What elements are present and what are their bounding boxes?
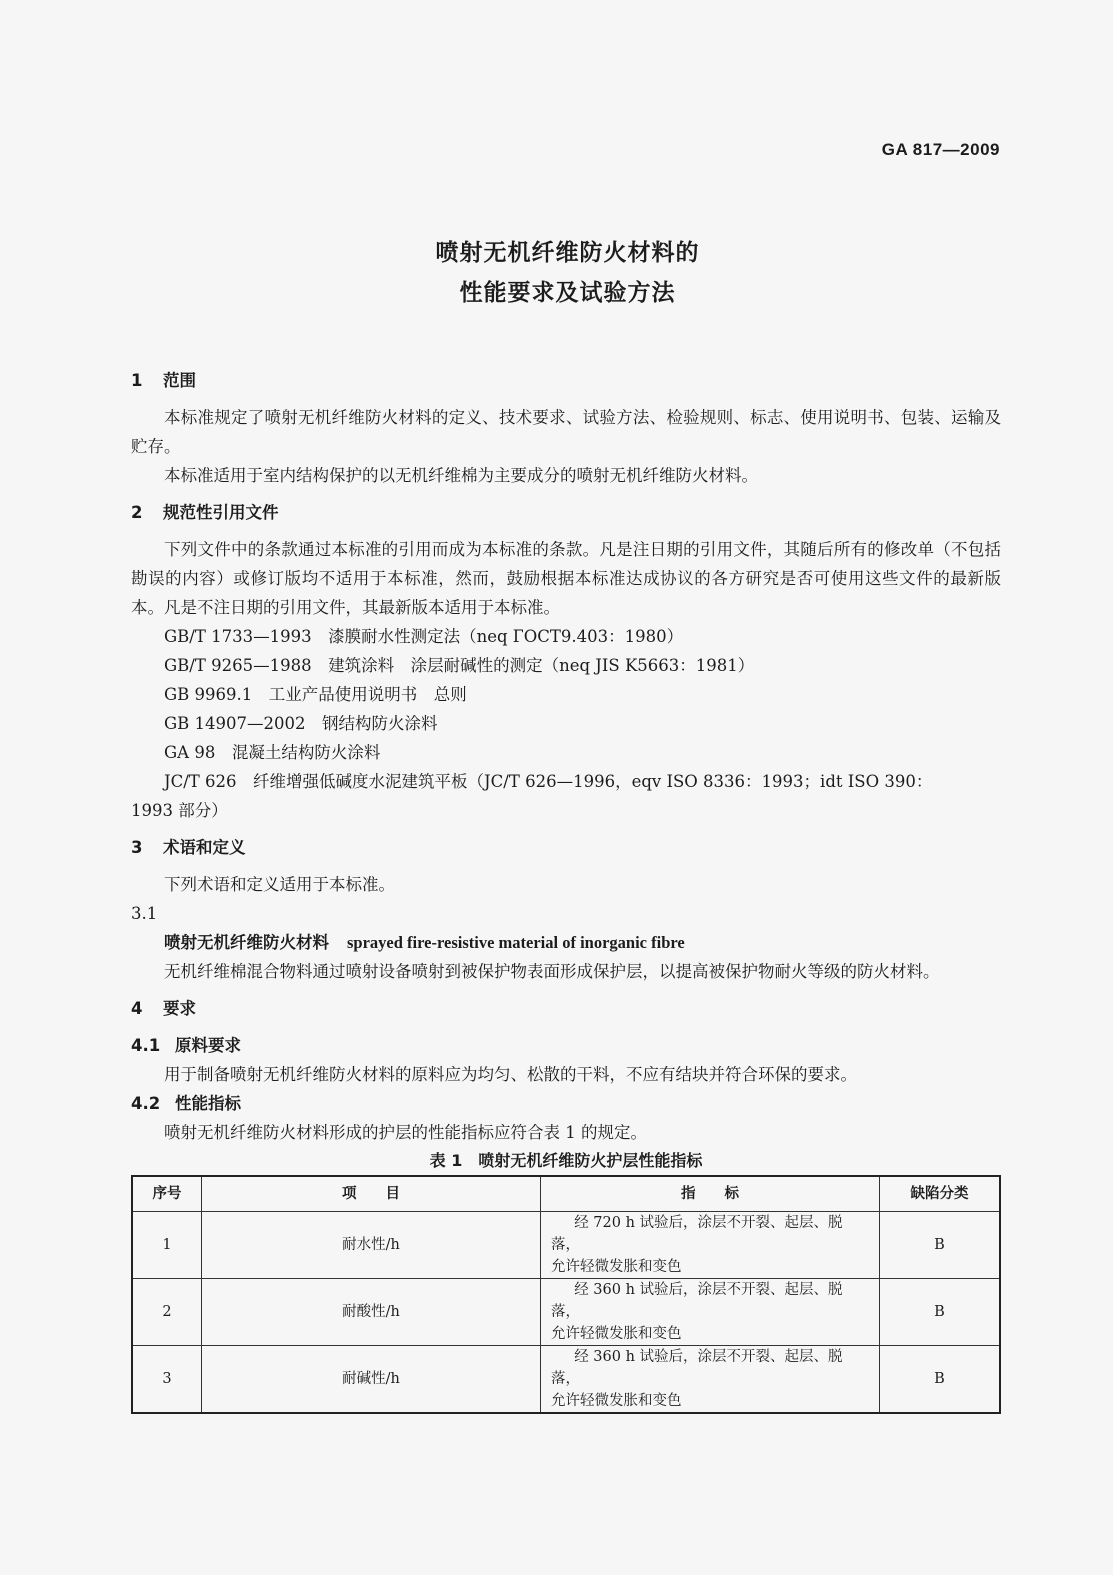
document-title [0, 233, 1113, 313]
table-row [132, 1346, 1000, 1414]
section-title: 术语和定义 [163, 838, 246, 857]
subsection-number: 4.2 [131, 1094, 161, 1113]
section-number: 4 [131, 999, 143, 1018]
spec-line-1: 经 360 h 试验后，涂层不开裂、起层、脱落， [551, 1349, 843, 1387]
term-english: sprayed fire-resistive material of inorganic fibre [347, 933, 685, 952]
cell-no: 3 [132, 1346, 202, 1414]
scope-paragraph-2: 本标准适用于室内结构保护的以无机纤维棉为主要成分的喷射无机纤维防火材料。 [164, 466, 758, 485]
spec-line-2: 允许轻微发胀和变色 [551, 1326, 682, 1342]
term-definition: 无机纤维棉混合物料通过喷射设备喷射到被保护物表面形成保护层，以提高被保护物耐火等级的防火材料。 [164, 962, 940, 981]
term-number: 3.1 [131, 904, 158, 923]
section-number: 2 [131, 503, 143, 522]
subsection-4-1-heading [131, 1031, 1001, 1060]
spec-line-1: 经 360 h 试验后，涂层不开裂、起层、脱落， [551, 1282, 843, 1320]
header-no: 序号 [132, 1176, 202, 1212]
cell-no: 2 [132, 1279, 202, 1346]
subsection-title: 性能指标 [175, 1094, 241, 1113]
reference-item: GB 14907—2002 钢结构防火涂料 [164, 714, 438, 733]
subsection-4-2-heading [131, 1089, 1001, 1118]
cell-item: 耐酸性/h [202, 1279, 541, 1346]
table-title: 表 1 喷射无机纤维防火护层性能指标 [429, 1151, 703, 1170]
cell-spec [541, 1346, 880, 1414]
table-row [132, 1279, 1000, 1346]
spec-line-2: 允许轻微发胀和变色 [551, 1393, 682, 1409]
section-title: 要求 [163, 999, 196, 1018]
term-chinese: 喷射无机纤维防火材料 [164, 933, 329, 952]
standard-number: GA 817—2009 [881, 140, 1000, 159]
cell-class: B [880, 1212, 1001, 1279]
section-3-heading [131, 833, 1001, 862]
term-entry [131, 928, 1001, 957]
scope-paragraph-1: 本标准规定了喷射无机纤维防火材料的定义、技术要求、试验方法、检验规则、标志、使用说明书、包装、运输及贮存。 [131, 408, 1001, 456]
section-1-heading [131, 366, 1001, 395]
reference-item: GB/T 1733—1993 漆膜耐水性测定法（neq ГОСТ9.403：1980） [164, 627, 684, 646]
terms-intro: 下列术语和定义适用于本标准。 [164, 875, 395, 894]
section-title: 规范性引用文件 [163, 503, 279, 522]
normative-references-intro: 下列文件中的条款通过本标准的引用而成为本标准的条款。凡是注日期的引用文件，其随后所有的修改单（不包括勘误的内容）或修订版均不适用于本标准，然而，鼓励根据本标准达成协议的各方研究是否可使用这些文件的最新版本。凡是不注日期的引用文件，其最新版本适用于本标准。 [131, 540, 1001, 617]
spec-line-1: 经 720 h 试验后，涂层不开裂、起层、脱落， [551, 1215, 843, 1253]
header-spec: 指 标 [541, 1176, 880, 1212]
cell-no: 1 [132, 1212, 202, 1279]
reference-item-last-continued: 1993 部分） [131, 801, 228, 820]
table-row [132, 1212, 1000, 1279]
cell-spec [541, 1212, 880, 1279]
section-4-heading [131, 994, 1001, 1023]
performance-table [131, 1175, 1001, 1414]
section-2-heading [131, 498, 1001, 527]
cell-class: B [880, 1279, 1001, 1346]
cell-item: 耐碱性/h [202, 1346, 541, 1414]
spec-line-2: 允许轻微发胀和变色 [551, 1259, 682, 1275]
reference-item-last: JC/T 626 纤维增强低碱度水泥建筑平板（JC/T 626—1996，eqv ISO 8336：1993；idt ISO 390： [164, 772, 933, 791]
header-class: 缺陷分类 [880, 1176, 1001, 1212]
subsection-title: 原料要求 [175, 1036, 241, 1055]
section-number: 3 [131, 838, 143, 857]
reference-item: GA 98 混凝土结构防火涂料 [164, 743, 381, 762]
raw-material-requirement: 用于制备喷射无机纤维防火材料的原料应为均匀、松散的干料，不应有结块并符合环保的要求。 [164, 1065, 857, 1084]
title-line-2: 性能要求及试验方法 [459, 280, 676, 306]
cell-class: B [880, 1346, 1001, 1414]
section-number: 1 [131, 371, 143, 390]
performance-indicator-paragraph: 喷射无机纤维防火材料形成的护层的性能指标应符合表 1 的规定。 [164, 1123, 647, 1142]
title-line-1: 喷射无机纤维防火材料的 [435, 240, 700, 266]
subsection-number: 4.1 [131, 1036, 161, 1055]
cell-spec [541, 1279, 880, 1346]
section-title: 范围 [163, 371, 196, 390]
reference-item: GB 9969.1 工业产品使用说明书 总则 [164, 685, 467, 704]
cell-item: 耐水性/h [202, 1212, 541, 1279]
reference-item: GB/T 9265—1988 建筑涂料 涂层耐碱性的测定（neq JIS K5663：1981） [164, 656, 755, 675]
table-header-row [132, 1176, 1000, 1212]
header-item: 项 目 [202, 1176, 541, 1212]
document-body [131, 366, 1001, 1414]
